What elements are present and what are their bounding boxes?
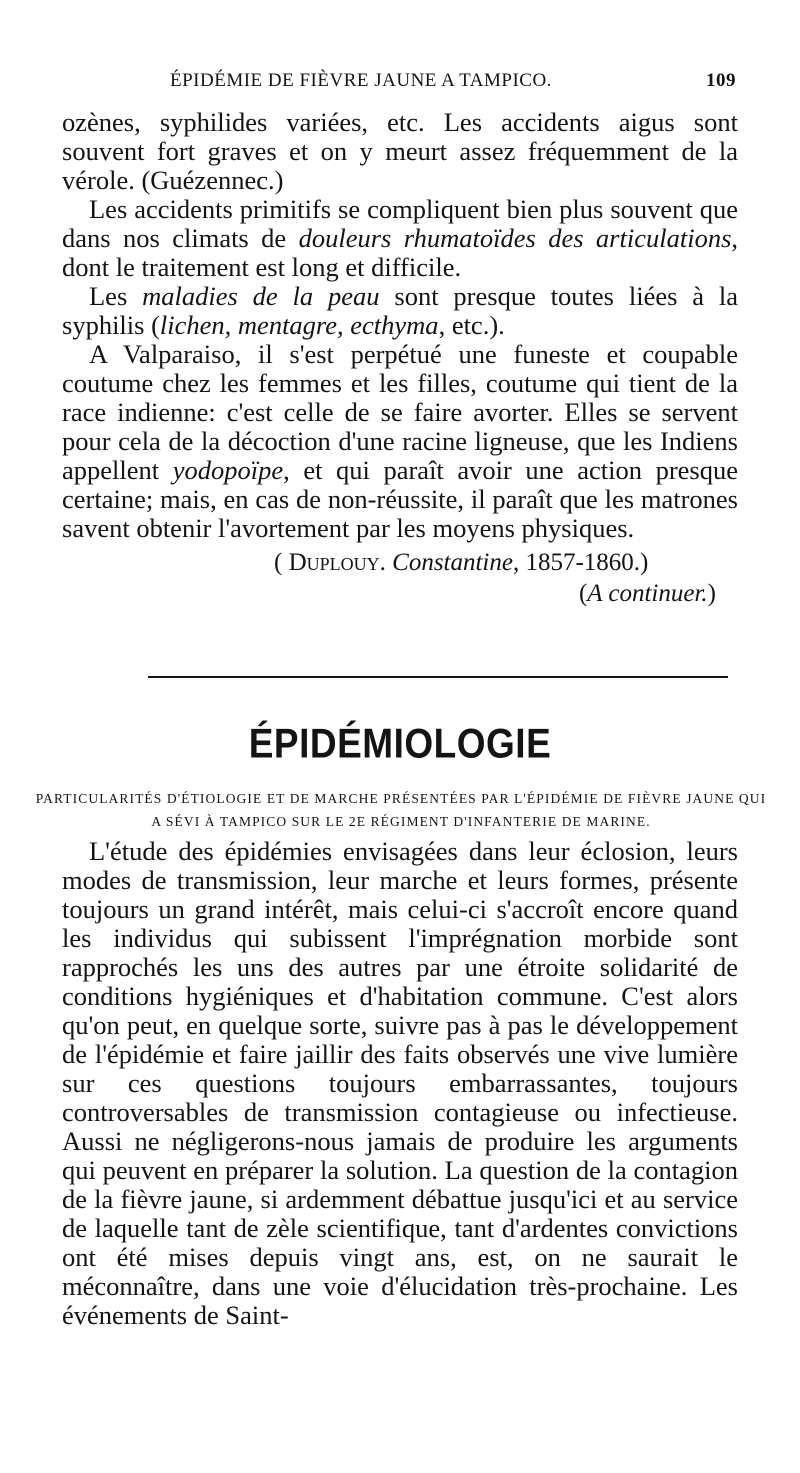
running-header (62, 70, 738, 100)
paragraph-continued: ozènes, syphilides variées, etc. Les accidents aigus sont souvent fort graves et on y meurt assez fréquemment de la vérole. (Guézennec.) (62, 107, 738, 195)
section-subtitle: PARTICULARITÉS D'ÉTIOLOGIE ET DE MARCHE PRÉSENTÉES PAR L'ÉPIDÉMIE DE FIÈVRE JAUNE QUI A SÉVI À TAMPICO SUR LE 2E RÉGIMENT D'INFANTERIE DE MARINE. (35, 791, 767, 829)
section-syphilis-text (62, 108, 738, 609)
emphasis-lichen: lichen, mentagre, ecthyma (159, 310, 439, 340)
section-epidemiologie-text (62, 837, 738, 1330)
emphasis-douleurs: douleurs rhumatoïdes des articulations (298, 223, 732, 253)
page-number: 109 (706, 70, 736, 91)
section-divider (148, 676, 728, 678)
running-title: ÉPIDÉMIE DE FIÈVRE JAUNE A TAMPICO. (170, 70, 552, 91)
emphasis-maladies: maladies de la peau (142, 281, 380, 311)
continue-note: (A continuer.) (578, 580, 716, 607)
section-heading: ÉPIDÉMIOLOGIE (248, 720, 552, 767)
paragraph-accidents: Les accidents primitifs se compliquent bien plus souvent que dans nos climats de douleurs rhumatoïdes des articulations, dont le traitement est long et difficile. (62, 194, 739, 282)
paragraph-etude: L'étude des épidémies envisagées dans leur éclosion, leurs modes de transmission, leur marche et leurs formes, présente toujours un grand intérêt, mais celui-ci s'accroît encore quand les individus qui subissent l'imprégnation morbide sont rapprochés les uns des autres par une étroite solidarité de conditions hygiéniques et d'habitation commune. C'est alors qu'on peut, en quelque sorte, suivre pas à pas le développement de l'épidémie et faire jaillir des faits observés une vive lumière sur ces questions toujours embarrassantes, toujours controversables de transmission contagieuse ou infectieuse. Aussi ne négligerons-nous jamais de produire les arguments qui peuvent en préparer la solution. La question de la contagion de la fièvre jaune, si ardemment débattue jusqu'ici et au service de laquelle tant de zèle scientifique, tant d'ardentes convictions ont été mises depuis vingt ans, est, on ne saurait le méconnaître, dans une voie d'élucidation très-prochaine. Les événements de Saint- (62, 836, 738, 1330)
signature-years: , 1857-1860.) (512, 549, 649, 576)
author-signature: ( Duplouy. Constantine, 1857-1860.) (274, 549, 649, 576)
paragraph-valparaiso: A Valparaiso, il s'est perpétué une funeste et coupable coutume chez les femmes et les filles, coutume qui tient de la race indienne: c'est celle de se faire avorter. Elles se servent pour cela de la décoction d'une racine ligneuse, que les Indiens appellent yodopoïpe, et qui paraît avoir une action presque certaine; mais, en cas de non-réussite, il paraît que les matrones savent obtenir l'avortement par les moyens physiques. (62, 339, 739, 543)
paragraph-maladies-peau: Les maladies de la peau sont presque toutes liées à la syphilis (lichen, mentagre, ecthyma, etc.). (62, 281, 739, 340)
emphasis-yodopoipe: yodopoïpe (172, 455, 284, 485)
signature-place: Constantine (392, 549, 513, 576)
author-name: Duplouy. (288, 549, 386, 576)
